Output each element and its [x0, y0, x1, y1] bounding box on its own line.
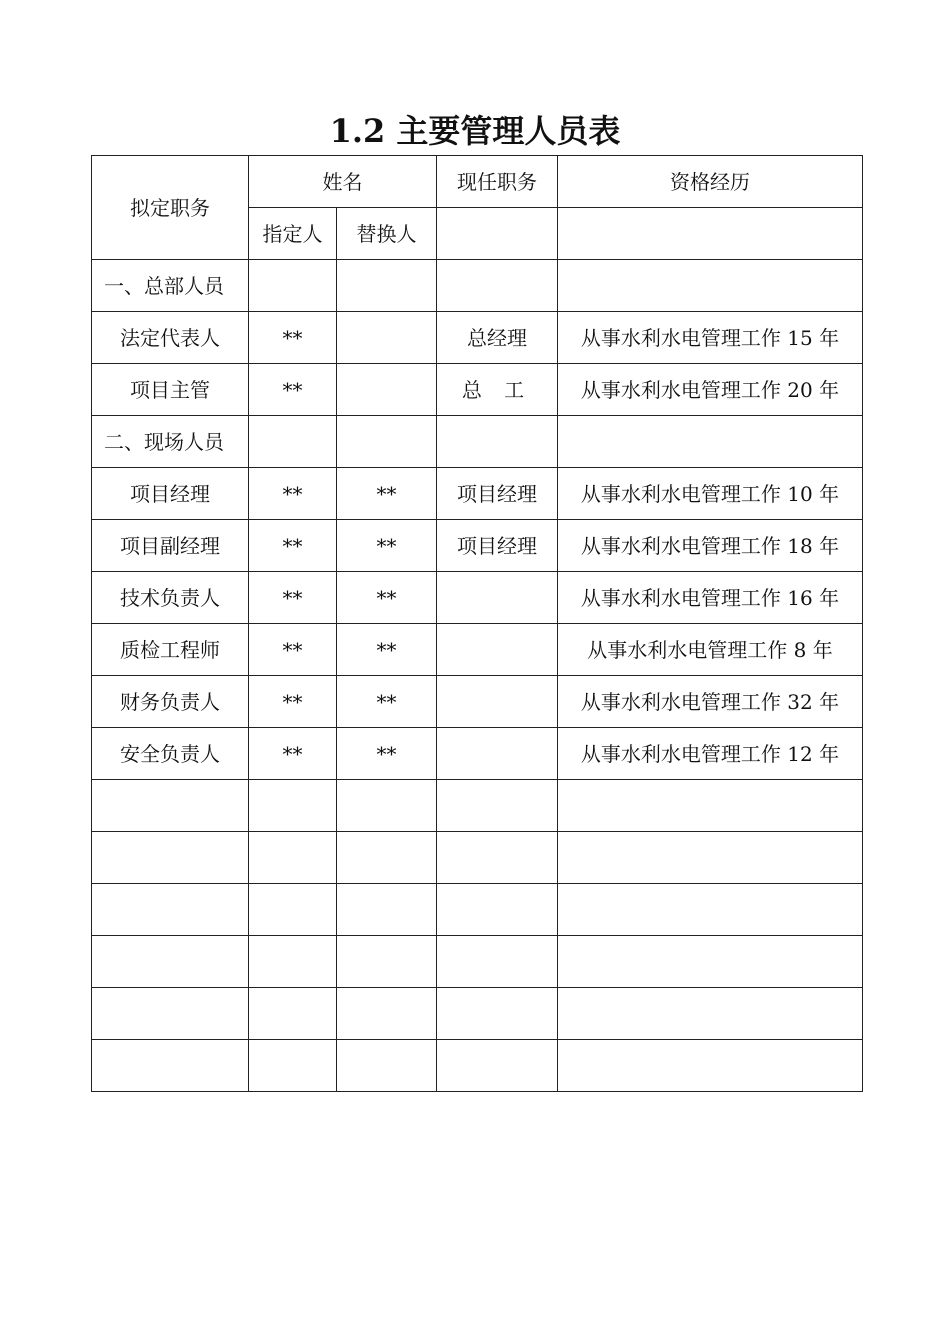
cell-position: 财务负责人: [92, 676, 249, 728]
cell-qualification: [558, 260, 863, 312]
staff-table-body: [92, 156, 863, 1092]
cell-current-role: [437, 624, 558, 676]
cell-position: [92, 884, 249, 936]
cell-qualification: 从事水利水电管理工作 16 年: [558, 572, 863, 624]
cell-current-role: [437, 728, 558, 780]
cell-replacement: [337, 416, 437, 468]
cell-qualification: 从事水利水电管理工作 10 年: [558, 468, 863, 520]
cell-replacement: [337, 364, 437, 416]
cell-qualification: 从事水利水电管理工作 15 年: [558, 312, 863, 364]
staff-table: [91, 155, 863, 1092]
header-qualification-blank: [558, 208, 863, 260]
cell-qualification: [558, 936, 863, 988]
cell-replacement: **: [337, 728, 437, 780]
table-row: [92, 364, 863, 416]
cell-position: [92, 780, 249, 832]
cell-designated: [249, 260, 337, 312]
cell-replacement: [337, 312, 437, 364]
cell-position: [92, 1040, 249, 1092]
cell-current-role: [437, 260, 558, 312]
header-qualification: 资格经历: [558, 156, 863, 208]
cell-designated: **: [249, 624, 337, 676]
cell-qualification: [558, 884, 863, 936]
header-position: 拟定职务: [92, 156, 249, 260]
cell-replacement: **: [337, 624, 437, 676]
header-current-role-blank: [437, 208, 558, 260]
cell-position: 质检工程师: [92, 624, 249, 676]
cell-replacement: **: [337, 468, 437, 520]
cell-current-role: 项目经理: [437, 520, 558, 572]
cell-designated: **: [249, 676, 337, 728]
cell-designated: [249, 832, 337, 884]
cell-current-role: [437, 780, 558, 832]
cell-qualification: 从事水利水电管理工作 20 年: [558, 364, 863, 416]
cell-qualification: [558, 988, 863, 1040]
cell-position: 技术负责人: [92, 572, 249, 624]
cell-current-role: [437, 416, 558, 468]
header-designated: 指定人: [249, 208, 337, 260]
cell-designated: **: [249, 468, 337, 520]
cell-replacement: [337, 832, 437, 884]
cell-replacement: [337, 780, 437, 832]
cell-designated: **: [249, 364, 337, 416]
cell-qualification: 从事水利水电管理工作 32 年: [558, 676, 863, 728]
cell-current-role: [437, 832, 558, 884]
header-replacement: 替换人: [337, 208, 437, 260]
cell-position: 安全负责人: [92, 728, 249, 780]
header-name: 姓名: [249, 156, 437, 208]
cell-designated: **: [249, 520, 337, 572]
table-row: [92, 468, 863, 520]
cell-replacement: [337, 988, 437, 1040]
cell-position: 一、总部人员: [92, 260, 249, 312]
cell-position: 项目主管: [92, 364, 249, 416]
cell-qualification: [558, 1040, 863, 1092]
table-row: [92, 624, 863, 676]
cell-designated: [249, 780, 337, 832]
cell-qualification: 从事水利水电管理工作 12 年: [558, 728, 863, 780]
cell-replacement: **: [337, 572, 437, 624]
table-row: [92, 780, 863, 832]
cell-current-role: [437, 676, 558, 728]
header-row: [92, 156, 863, 208]
table-row: [92, 832, 863, 884]
cell-current-role: [437, 884, 558, 936]
cell-qualification: 从事水利水电管理工作 8 年: [558, 624, 863, 676]
cell-current-role: 项目经理: [437, 468, 558, 520]
header-current-role: 现任职务: [437, 156, 558, 208]
table-row: [92, 416, 863, 468]
cell-designated: **: [249, 312, 337, 364]
table-row: [92, 676, 863, 728]
table-row: [92, 988, 863, 1040]
cell-replacement: [337, 1040, 437, 1092]
table-row: [92, 260, 863, 312]
table-row: [92, 1040, 863, 1092]
cell-replacement: [337, 936, 437, 988]
table-row: [92, 936, 863, 988]
cell-current-role: [437, 936, 558, 988]
page-title: 1.2 主要管理人员表: [329, 112, 621, 150]
cell-position: 项目经理: [92, 468, 249, 520]
cell-position: 法定代表人: [92, 312, 249, 364]
cell-position: [92, 936, 249, 988]
table-row: [92, 884, 863, 936]
cell-replacement: [337, 884, 437, 936]
cell-qualification: 从事水利水电管理工作 18 年: [558, 520, 863, 572]
cell-replacement: **: [337, 520, 437, 572]
cell-designated: **: [249, 572, 337, 624]
cell-position: [92, 988, 249, 1040]
cell-position: 项目副经理: [92, 520, 249, 572]
table-row: [92, 312, 863, 364]
table-row: [92, 572, 863, 624]
cell-designated: [249, 1040, 337, 1092]
cell-qualification: [558, 832, 863, 884]
table-row: [92, 728, 863, 780]
cell-current-role: [437, 572, 558, 624]
cell-designated: [249, 936, 337, 988]
cell-current-role: 总经理: [437, 312, 558, 364]
cell-position: 二、现场人员: [92, 416, 249, 468]
cell-replacement: **: [337, 676, 437, 728]
cell-qualification: [558, 416, 863, 468]
cell-designated: [249, 884, 337, 936]
cell-current-role: [437, 988, 558, 1040]
cell-position: [92, 832, 249, 884]
cell-qualification: [558, 780, 863, 832]
cell-replacement: [337, 260, 437, 312]
cell-designated: [249, 988, 337, 1040]
cell-current-role: 总 工: [437, 364, 558, 416]
cell-designated: **: [249, 728, 337, 780]
cell-designated: [249, 416, 337, 468]
table-row: [92, 520, 863, 572]
cell-current-role: [437, 1040, 558, 1092]
